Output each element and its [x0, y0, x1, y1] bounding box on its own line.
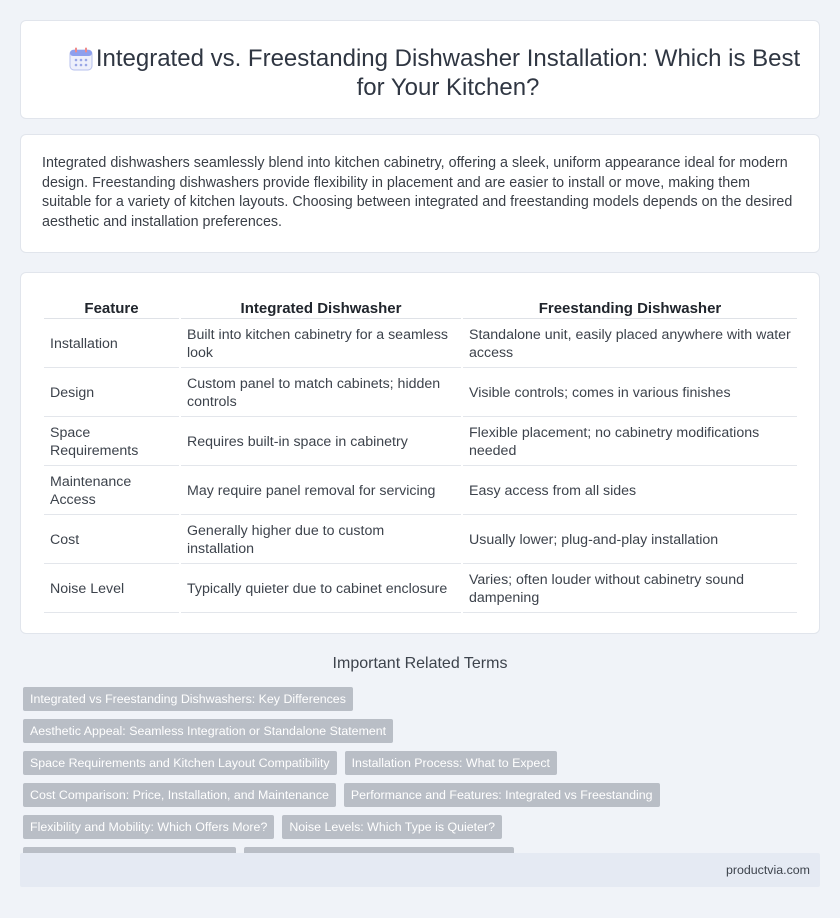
header-freestanding: Freestanding Dishwasher — [463, 297, 797, 319]
cell-freestanding: Varies; often louder without cabinetry sound dampening — [463, 566, 797, 613]
cell-freestanding: Standalone unit, easily placed anywhere with water access — [463, 321, 797, 368]
footer-site-name: productvia.com — [725, 863, 810, 877]
cell-feature: Space Requirements — [44, 419, 179, 466]
related-terms-title: Important Related Terms — [332, 655, 508, 672]
related-term-tag[interactable]: Integrated vs Freestanding Dishwashers: Key Differences — [23, 687, 353, 711]
related-term-tag[interactable]: Space Requirements and Kitchen Layout Compatibility — [23, 751, 337, 775]
cell-integrated: May require panel removal for servicing — [181, 468, 461, 515]
cell-integrated: Generally higher due to custom installation — [181, 517, 461, 564]
table-header-row — [44, 297, 797, 319]
cell-integrated: Custom panel to match cabinets; hidden controls — [181, 370, 461, 417]
comparison-card — [20, 272, 820, 634]
related-term-tag[interactable]: Cost Comparison: Price, Installation, and Maintenance — [23, 783, 336, 807]
cell-feature: Maintenance Access — [44, 468, 179, 515]
table-row — [44, 370, 797, 417]
page-title: Integrated vs. Freestanding Dishwasher Installation: Which is Best for Your Kitchen? — [95, 45, 801, 101]
table-row — [44, 468, 797, 515]
table-row — [44, 566, 797, 613]
cell-integrated: Requires built-in space in cabinetry — [181, 419, 461, 466]
related-term-tag[interactable]: Aesthetic Appeal: Seamless Integration or Standalone Statement — [23, 719, 393, 743]
header-integrated: Integrated Dishwasher — [181, 297, 461, 319]
cell-integrated: Built into kitchen cabinetry for a seamless look — [181, 321, 461, 368]
related-term-tag[interactable]: Noise Levels: Which Type is Quieter? — [282, 815, 502, 839]
cell-feature: Design — [44, 370, 179, 417]
table-row — [44, 321, 797, 368]
intro-text: Integrated dishwashers seamlessly blend into kitchen cabinetry, offering a sleek, uniform appearance ideal for modern design. Freestanding dishwashers provide flexibility in placement and are easier to install or move, making them suitable for a variety of kitchen layouts. Choosing between integrated and freestanding models depends on the desired aesthetic and installation preferences. — [42, 155, 793, 230]
table-row — [44, 419, 797, 466]
cell-feature: Cost — [44, 517, 179, 564]
cell-integrated: Typically quieter due to cabinet enclosure — [181, 566, 461, 613]
related-term-tag[interactable]: Performance and Features: Integrated vs Freestanding — [344, 783, 660, 807]
cell-freestanding: Visible controls; comes in various finishes — [463, 370, 797, 417]
intro-card — [20, 134, 820, 253]
table-row — [44, 517, 797, 564]
cell-feature: Installation — [44, 321, 179, 368]
header-card — [20, 20, 820, 119]
related-term-tag[interactable]: Flexibility and Mobility: Which Offers More? — [23, 815, 274, 839]
header-feature: Feature — [44, 297, 179, 319]
cell-freestanding: Flexible placement; no cabinetry modifications needed — [463, 419, 797, 466]
related-term-tag[interactable]: Installation Process: What to Expect — [345, 751, 557, 775]
cell-freestanding: Usually lower; plug-and-play installation — [463, 517, 797, 564]
related-terms-list — [23, 687, 713, 871]
footer-bar — [20, 853, 820, 887]
comparison-table — [42, 295, 799, 615]
cell-feature: Noise Level — [44, 566, 179, 613]
cell-freestanding: Easy access from all sides — [463, 468, 797, 515]
